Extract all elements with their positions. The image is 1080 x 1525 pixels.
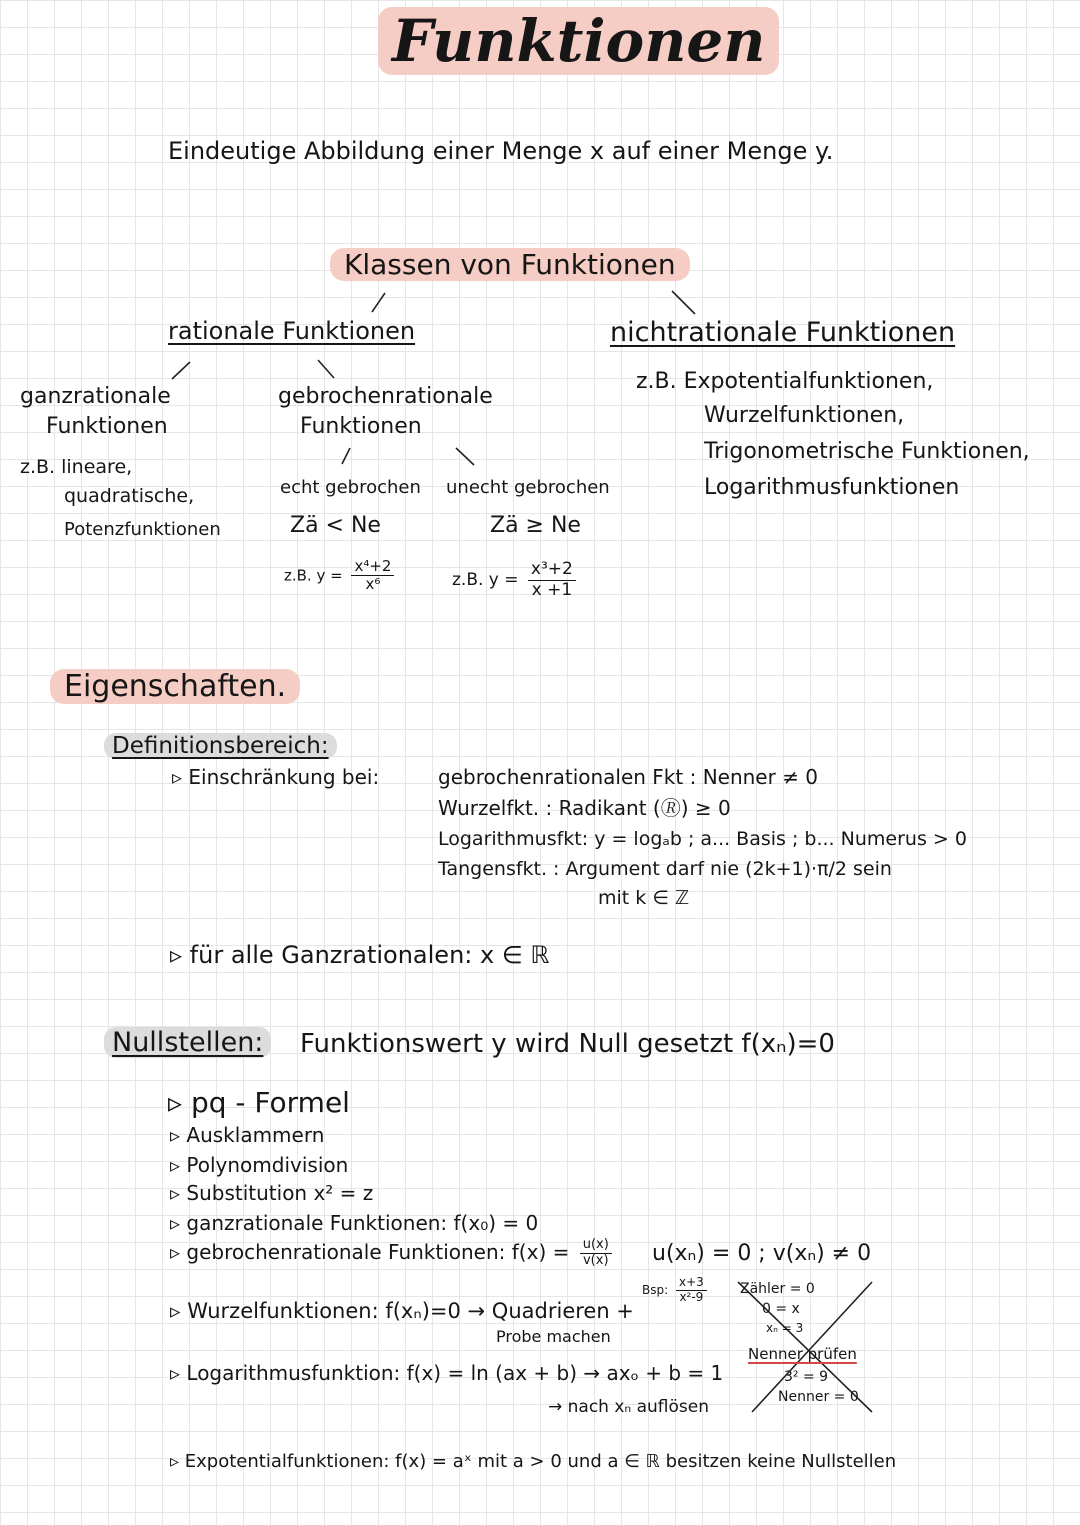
method-wurzel-probe: Probe machen (496, 1327, 611, 1346)
example-block: Bsp: $\frac{x+3}{\text{x²-9}}$ (642, 1276, 707, 1305)
nonrational-example-3: Trigonometrische Funktionen, (704, 439, 1030, 464)
restriction-4: Tangensfkt. : Argument darf nie (2k+1)·π/2 sein (438, 858, 892, 880)
method-substitution: ▹ Substitution x² = z (170, 1181, 374, 1205)
method-gebrochenrational: ▹ gebrochenrationale Funktionen: f(x) = $\frac{u(x)}{v(x)}$ (170, 1238, 612, 1269)
echt-numerator: x⁴+2 (351, 558, 394, 576)
connector-echt (342, 448, 350, 464)
unecht-label: unecht gebrochen (446, 477, 610, 498)
ganz-example-1: z.B. lineare, (20, 456, 133, 478)
gebrochen-condition: u(xₙ) = 0 ; v(xₙ) ≠ 0 (652, 1241, 872, 1266)
unecht-example: z.B. y = $\frac{\text{x³+2}}{x +1}$ (452, 560, 576, 600)
restriction-5: mit k ∈ ℤ (598, 887, 690, 909)
method-log-solve: → nach xₙ auflösen (548, 1397, 709, 1417)
example-nenner: Nenner = 0 (778, 1389, 859, 1405)
example-xn: xₙ = 3 (766, 1321, 804, 1335)
zeros-description: Funktionswert y wird Null gesetzt f(xₙ)=0 (300, 1029, 835, 1059)
gebrochen-denominator: v(x) (582, 1252, 609, 1268)
unecht-numerator: x³+2 (528, 560, 576, 581)
gebrochen-label-1: gebrochenrationale (278, 384, 493, 409)
ganz-label-1: ganzrationale (20, 384, 171, 409)
example-nenner-check: Nenner prüfen (748, 1345, 857, 1363)
connector-rational (372, 293, 385, 312)
ganz-example-3: Potenzfunktionen (64, 519, 221, 540)
method-ganzrational: ▹ ganzrationale Funktionen: f(x₀) = 0 (170, 1211, 539, 1235)
echt-denominator: x⁶ (365, 575, 381, 594)
nonrational-label: nichtrationale Funktionen (610, 317, 956, 348)
unecht-denominator: x +1 (531, 579, 573, 600)
echt-condition: Zä < Ne (290, 513, 381, 538)
example-denominator: x²-9 (679, 1289, 704, 1304)
ganz-label-2: Funktionen (46, 414, 168, 439)
page-title: Funktionen (378, 10, 779, 74)
example-numerator: x+3 (676, 1276, 707, 1291)
method-pq: ▹ pq - Formel (168, 1086, 350, 1119)
echt-example: z.B. y = $\frac{\text{x⁴+2}}{\text{x⁶}}$ (284, 558, 394, 594)
method-polynomdivision: ▹ Polynomdivision (170, 1153, 349, 1177)
connector-unecht (456, 448, 474, 465)
echt-label: echt gebrochen (280, 477, 421, 498)
method-wurzel: ▹ Wurzelfunktionen: f(xₙ)=0 → Quadrieren + (170, 1299, 634, 1323)
unecht-condition: Zä ≥ Ne (490, 513, 581, 538)
nonrational-example-2: Wurzelfunktionen, (704, 403, 905, 428)
all-rational-domain: ▹ für alle Ganzrationalen: x ∈ ℝ (170, 941, 550, 969)
rational-label: rationale Funktionen (168, 317, 416, 345)
method-exp: ▹ Expotentialfunktionen: f(x) = aˣ mit a > 0 und a ∈ ℝ besitzen keine Nullstellen (170, 1451, 897, 1472)
example-zaehler: Zähler = 0 (740, 1281, 815, 1297)
restriction-1: gebrochenrationalen Fkt : Nenner ≠ 0 (438, 765, 819, 789)
connector-gebrochen (318, 360, 334, 378)
zeros-heading: Nullstellen: (104, 1028, 271, 1058)
ganz-example-2: quadratische, (64, 485, 195, 507)
example-eq1: 0 = x (762, 1301, 800, 1317)
gebrochen-numerator: u(x) (580, 1238, 612, 1254)
example-eq2: 3² = 9 (784, 1369, 829, 1385)
connector-nonrational (672, 291, 695, 314)
method-log: ▹ Logarithmusfunktion: f(x) = ln (ax + b) → axₒ + b = 1 (170, 1361, 724, 1385)
restriction-3: Logarithmusfkt: y = logₐb ; a... Basis ; b... Numerus > 0 (438, 828, 967, 850)
nonrational-example-1: z.B. Expotentialfunktionen, (636, 369, 934, 394)
gebrochen-label-2: Funktionen (300, 414, 422, 439)
restriction-label: ▹ Einschränkung bei: (172, 765, 380, 789)
connector-ganz (172, 362, 190, 379)
nonrational-example-4: Logarithmusfunktionen (704, 475, 960, 500)
classes-heading: Klassen von Funktionen (330, 250, 690, 281)
definition-text: Eindeutige Abbildung einer Menge x auf einer Menge y. (168, 137, 834, 165)
domain-heading: Definitionsbereich: (104, 734, 337, 759)
method-ausklammern: ▹ Ausklammern (170, 1123, 325, 1147)
restriction-2: Wurzelfkt. : Radikant (🄬) ≥ 0 (438, 796, 731, 820)
properties-heading: Eigenschaften. (50, 670, 300, 703)
